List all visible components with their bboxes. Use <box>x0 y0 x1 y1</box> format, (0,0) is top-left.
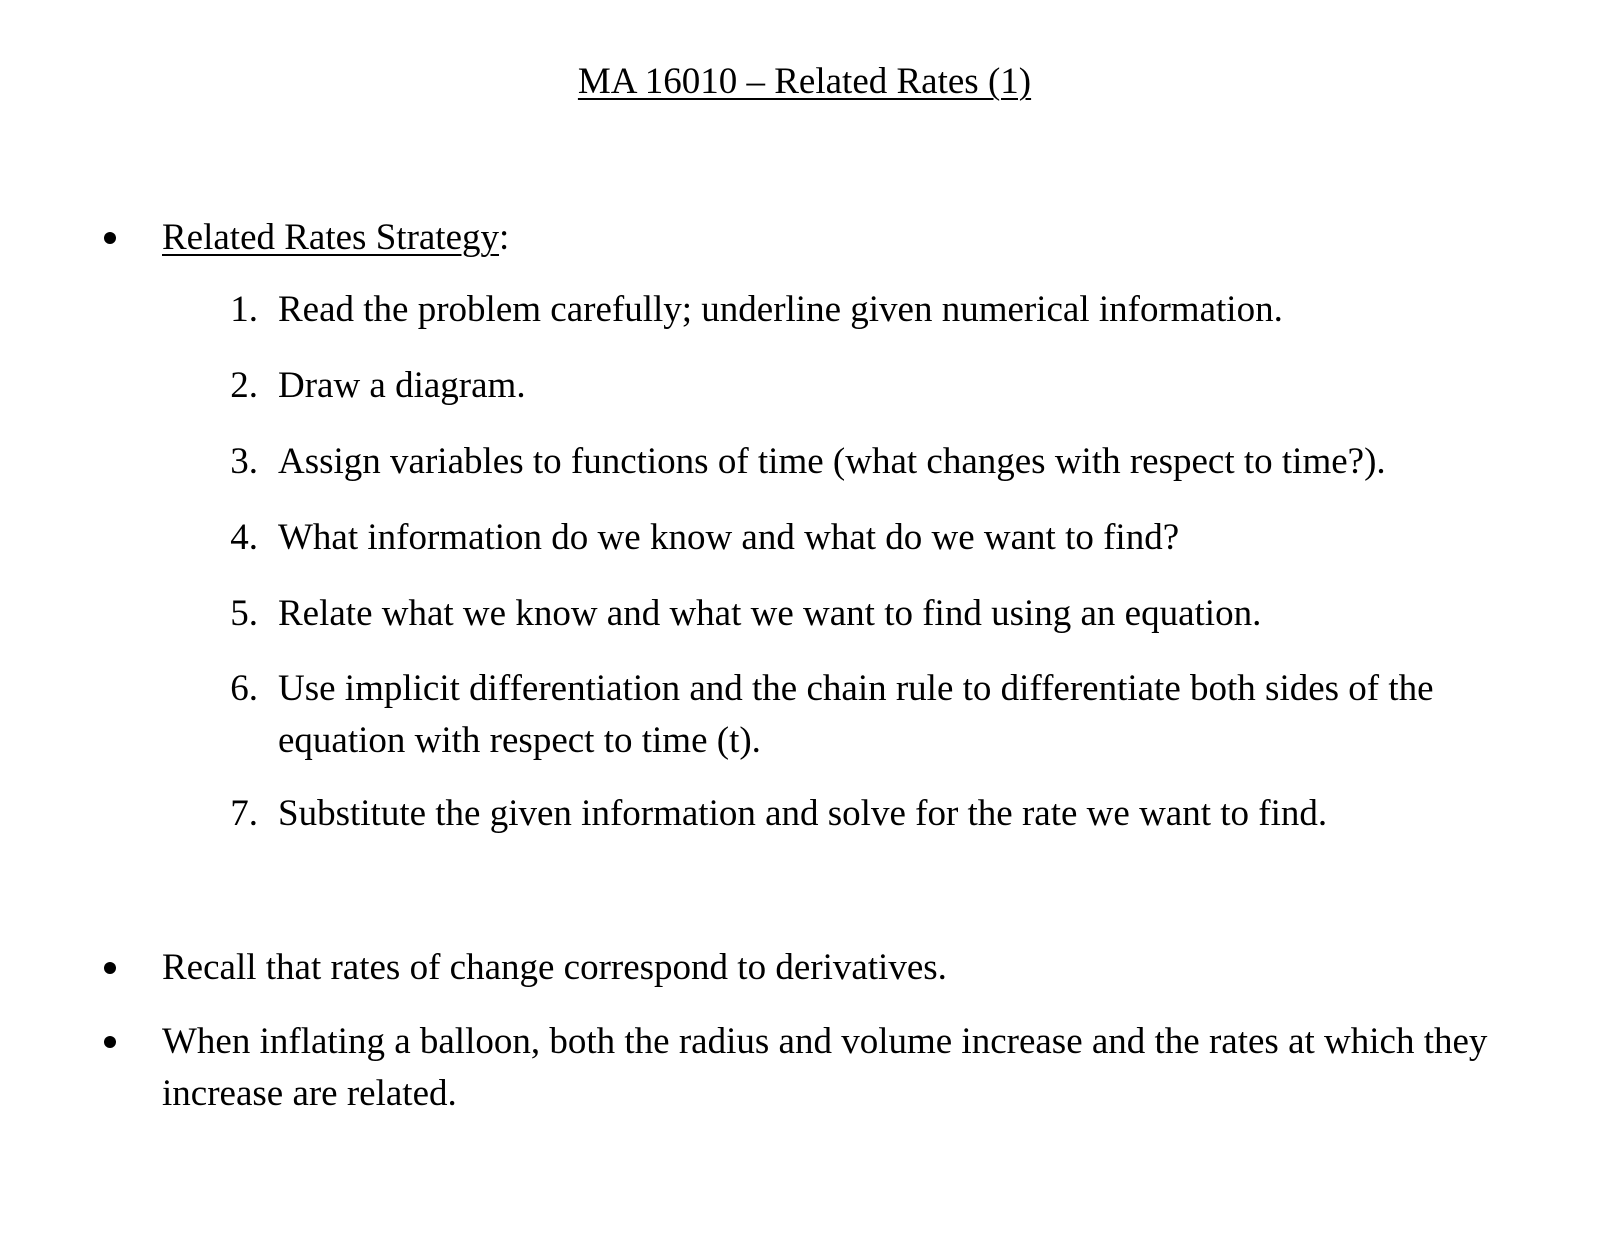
note-text: Recall that rates of change correspond to derivatives. <box>162 947 947 988</box>
step-number: 4. <box>230 517 258 558</box>
bullet-icon <box>104 962 116 974</box>
step-number: 1. <box>230 289 258 330</box>
page-title <box>0 58 1609 106</box>
step-text: Substitute the given information and solve for the rate we want to find. <box>278 793 1328 834</box>
bullet-icon <box>104 1036 116 1048</box>
step-number: 5. <box>230 593 258 634</box>
page-title-text: MA 16010 – Related Rates (1) <box>577 61 1032 102</box>
step-number: 7. <box>230 793 258 834</box>
step-text: Read the problem carefully; underline given numerical information. <box>278 289 1283 330</box>
step-text: Relate what we know and what we want to find using an equation. <box>278 593 1262 634</box>
strategy-heading <box>162 212 509 264</box>
step-text: Draw a diagram. <box>278 365 526 406</box>
note-text: When inflating a balloon, both the radius and volume increase and the rates at which they increase are related. <box>162 1021 1488 1114</box>
step-text: What information do we know and what do we want to find? <box>278 517 1180 558</box>
step-number: 3. <box>230 441 258 482</box>
strategy-heading-suffix: : <box>499 217 510 258</box>
step-text: Assign variables to functions of time (what changes with respect to time?). <box>278 441 1386 482</box>
step-number: 2. <box>230 365 258 406</box>
strategy-heading-label: Related Rates Strategy <box>162 217 500 258</box>
step-number: 6. <box>230 668 258 709</box>
bullet-icon <box>104 232 116 244</box>
step-text: Use implicit differentiation and the chain rule to differentiate both sides of the equation with respect to time (t). <box>278 668 1434 761</box>
